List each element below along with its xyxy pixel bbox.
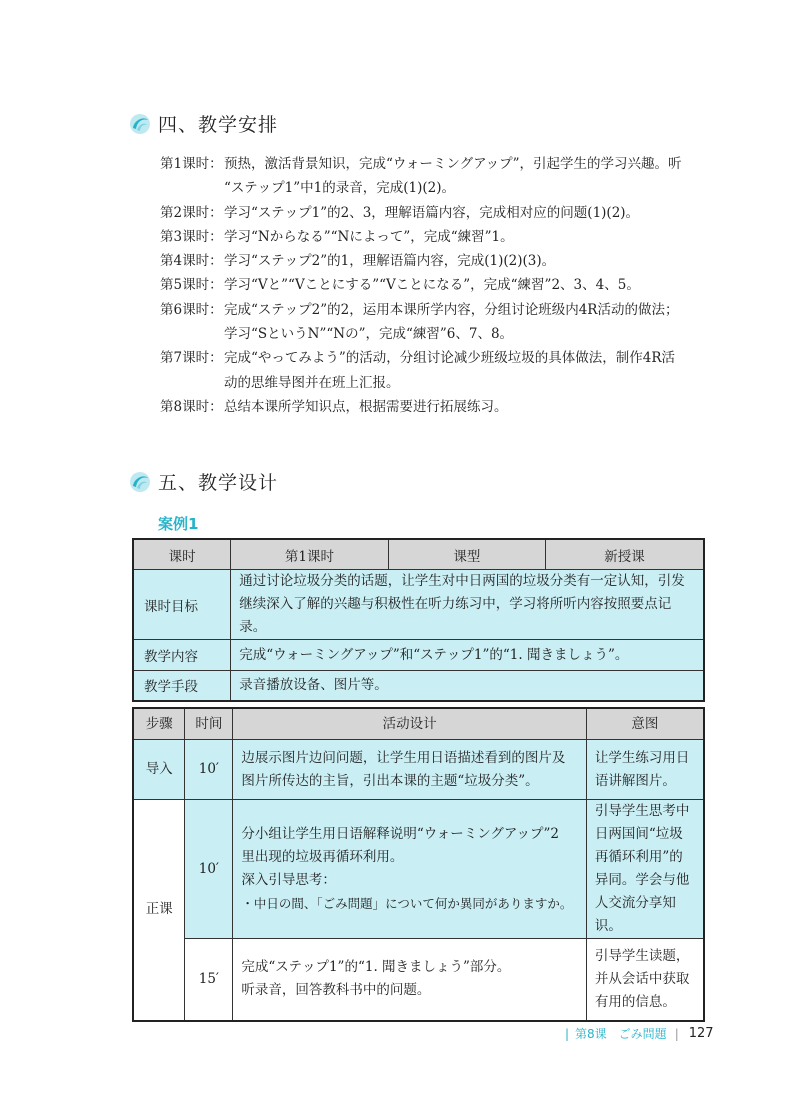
- section-heading-design: [128, 468, 278, 495]
- schedule-item: [160, 201, 720, 225]
- schedule-label: 第7课时：: [160, 350, 223, 367]
- table-row: [133, 939, 704, 1021]
- table-header-cell: 新授课: [546, 539, 704, 570]
- intent-cell: [586, 740, 704, 800]
- table-row: [133, 671, 704, 701]
- schedule-label: 第5课时：: [160, 277, 223, 294]
- table-header-cell: 时间: [185, 708, 233, 740]
- text-line: 语讲解图片。: [594, 772, 676, 789]
- table-header-row: [133, 708, 704, 740]
- table-row: [133, 800, 704, 939]
- schedule-item: [160, 346, 720, 395]
- activity-cell: [233, 939, 587, 1021]
- text-line: 动的思维导图并在班上汇报。: [224, 374, 400, 391]
- section-heading-arrangement: [128, 110, 278, 137]
- activity-cell: [233, 800, 587, 939]
- footer-lesson: 第8课 ごみ問題: [575, 1027, 667, 1041]
- text-line: 继续深入了解的兴趣与积极性在听力练习中，学习将所听内容按照要点记录。: [239, 596, 672, 635]
- table-row: [133, 740, 704, 800]
- case-title: 案例1: [158, 515, 199, 533]
- text-line: 引导学生思考中: [594, 803, 690, 819]
- text-line: 并从会话中获取: [594, 970, 690, 987]
- text-line: 录音播放设备、图片等。: [239, 676, 388, 693]
- table-header-cell: 活动设计: [233, 708, 587, 740]
- text-line: 预热，激活背景知识，完成“ウォーミングアップ”，引起学生的学习兴趣。听: [224, 156, 682, 172]
- intent-cell: [586, 800, 704, 939]
- table-row: [133, 570, 704, 640]
- schedule-text: [224, 249, 720, 273]
- table-header-row: [133, 539, 704, 570]
- text-line: 完成“ステップ2”的2，运用本课所学内容，分组讨论班级内4R活动的做法；: [224, 301, 679, 318]
- text-line: 通过讨论垃圾分类的话题，让学生对中日两国的垃圾分类有一定认知，引发: [239, 573, 685, 589]
- table-header-cell: 步骤: [133, 708, 185, 740]
- row-value: [231, 640, 704, 671]
- activity-cell: [233, 740, 587, 800]
- text-line: 听录音，回答教科书中的问题。: [241, 982, 431, 999]
- schedule-label: 第6课时：: [160, 301, 223, 318]
- schedule-item: [160, 249, 720, 273]
- schedule-item: [160, 225, 720, 249]
- schedule-list: [160, 152, 720, 419]
- schedule-label: 第4课时：: [160, 253, 223, 270]
- text-line: 学习“SというN”“Nの”，完成“練習”6、7、8。: [224, 326, 514, 343]
- schedule-text: [224, 152, 720, 201]
- schedule-text: [224, 201, 720, 225]
- text-line: 分小组让学生用日语解释说明“ウォーミングアップ”2: [241, 826, 559, 842]
- schedule-text: [224, 273, 720, 297]
- step-cell: 导入: [133, 740, 185, 800]
- time-cell: 10′: [185, 740, 233, 800]
- schedule-label: 第2课时：: [160, 204, 223, 221]
- schedule-item: [160, 273, 720, 297]
- schedule-item: [160, 152, 720, 201]
- text-line: 图片所传达的主旨，引出本课的主题“垃圾分类”。: [241, 772, 539, 789]
- step-cell: 正课: [133, 800, 185, 1021]
- text-line: 学习“Vと”“Vことにする”“Vことになる”，完成“練習”2、3、4、5。: [224, 277, 640, 294]
- table-header-cell: 课型: [388, 539, 545, 570]
- schedule-text: [224, 298, 720, 347]
- text-line: 再循环利用”的: [594, 849, 683, 865]
- table-header-cell: 课时: [133, 539, 231, 570]
- text-line: 学习“ステップ1”的2、3，理解语篇内容，完成相对应的问题(1)(2)。: [224, 204, 640, 221]
- text-line: 深入引导思考：: [241, 872, 336, 888]
- footer-divider: |: [565, 1026, 570, 1041]
- row-value: [231, 671, 704, 701]
- footer-divider: |: [674, 1026, 679, 1041]
- text-line: 完成“ウォーミングアップ”和“ステップ1”的“1. 聞きましょう”。: [239, 646, 629, 663]
- time-cell: 15′: [185, 939, 233, 1021]
- schedule-item: [160, 395, 720, 419]
- schedule-text: [224, 395, 720, 419]
- text-line: 让学生练习用日: [594, 749, 690, 766]
- text-line: 异同。学会与他: [594, 872, 690, 888]
- text-line: 边展示图片边问问题，让学生用日语描述看到的图片及: [241, 749, 566, 766]
- table-row: [133, 640, 704, 671]
- schedule-item: [160, 298, 720, 347]
- text-line: 有用的信息。: [594, 993, 676, 1010]
- schedule-text: [224, 346, 720, 395]
- schedule-label: 第1课时：: [160, 156, 223, 172]
- row-label: 课时目标: [133, 570, 231, 640]
- section-title: 四、教学安排: [158, 114, 279, 136]
- lesson-info-table: [132, 538, 705, 702]
- row-value: [231, 570, 704, 640]
- intent-cell: [586, 939, 704, 1021]
- text-line: 完成“ステップ1”的“1. 聞きましょう”部分。: [241, 959, 511, 976]
- table-header-cell: 第1课时: [231, 539, 388, 570]
- time-cell: 10′: [185, 800, 233, 939]
- section-title: 五、教学设计: [158, 472, 279, 494]
- table-header-cell: 意图: [586, 708, 704, 740]
- text-line: 总结本课所学知识点，根据需要进行拓展练习。: [224, 398, 508, 415]
- schedule-label: 第3课时：: [160, 228, 223, 245]
- text-line: ・中日の間、「ごみ問題」について何か異同がありますか。: [241, 896, 573, 911]
- row-label: 教学内容: [133, 640, 231, 671]
- text-line: 学习“ステップ2”的1，理解语篇内容，完成(1)(2)(3)。: [224, 253, 556, 270]
- text-line: 引导学生读题，: [594, 947, 690, 964]
- text-line: 日两国间“垃圾: [594, 826, 683, 842]
- text-line: 里出现的垃圾再循环利用。: [241, 849, 404, 865]
- row-label: 教学手段: [133, 671, 231, 701]
- schedule-text: [224, 225, 720, 249]
- schedule-label: 第8课时：: [160, 398, 223, 415]
- swirl-icon: [128, 112, 152, 136]
- text-line: 完成“やってみよう”的活动，分组讨论减少班级垃圾的具体做法，制作4R活: [224, 350, 676, 367]
- text-line: 学习“Nからなる”“Nによって”，完成“練習”1。: [224, 228, 514, 245]
- page-footer: [565, 1025, 714, 1042]
- text-line: 人交流分享知识。: [594, 895, 676, 934]
- text-line: “ステップ1”中1的录音，完成(1)(2)。: [224, 180, 455, 197]
- swirl-icon: [128, 470, 152, 494]
- activity-table: [132, 707, 705, 1022]
- page-number: 127: [688, 1026, 714, 1041]
